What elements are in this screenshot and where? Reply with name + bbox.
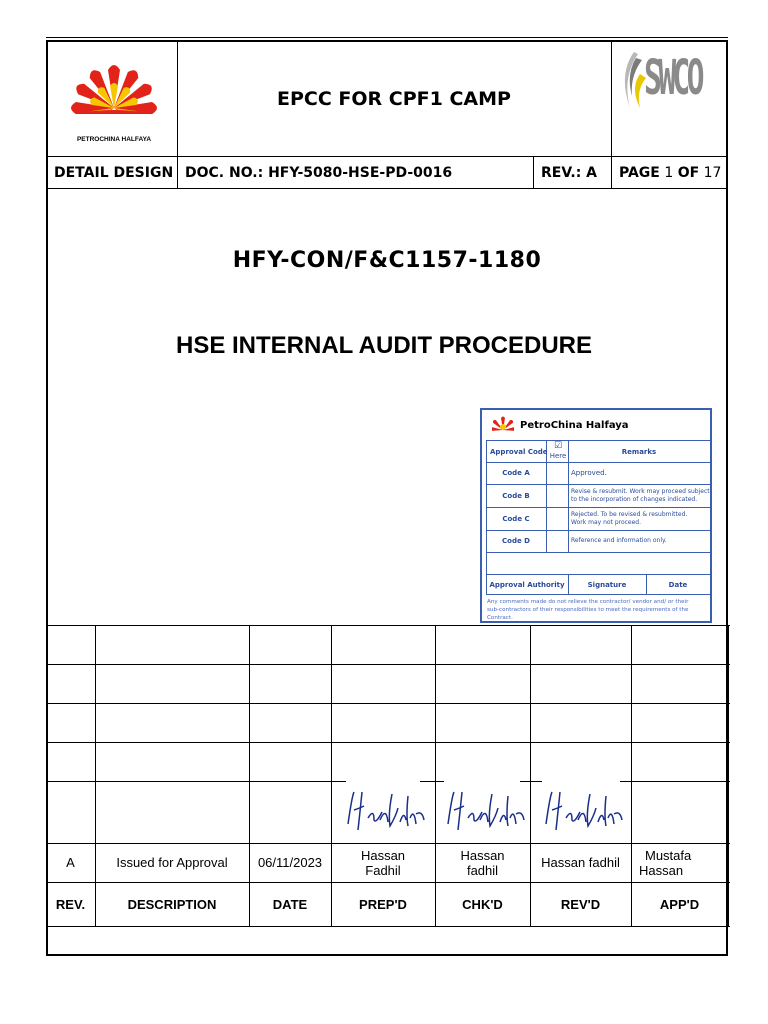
stamp-remark-c-line1: Rejected. To be revised & resubmitted. <box>571 511 688 518</box>
col-header-chkd: CHK'D <box>462 896 503 912</box>
page-indicator <box>619 158 721 188</box>
swco-logo-text: SWCO <box>644 50 701 106</box>
stamp-remark-b-line2: to the incorporation of changes indicated. <box>571 496 698 503</box>
document-code: HFY-CON/F&C1157-1180 <box>232 248 542 273</box>
row-rev: A <box>66 855 75 870</box>
header-divider <box>611 156 612 188</box>
row-chkd-line1: Hassan <box>460 847 505 863</box>
stamp-note-line1: Any comments made do not relieve the contractor/ vendor and/ or their <box>487 599 689 605</box>
stamp-rule <box>486 530 710 531</box>
stamp-rule <box>486 552 710 553</box>
page-of-label: OF <box>677 165 700 181</box>
stamp-rule <box>486 484 710 485</box>
stamp-rule <box>486 594 710 595</box>
col-header-description: DESCRIPTION <box>127 896 217 912</box>
stamp-col-here: Here <box>549 452 567 460</box>
row-description: Issued for Approval <box>116 855 228 870</box>
row-prepd <box>331 843 435 882</box>
table-rule <box>46 742 730 743</box>
table-rule <box>46 781 346 782</box>
stamp-authority: Approval Authority <box>489 581 565 589</box>
row-revd: Hassan fadhil <box>541 855 620 870</box>
checkbox-icon: ☑ <box>553 441 563 451</box>
doc-number: DOC. NO.: HFY-5080-HSE-PD-0016 <box>185 165 453 181</box>
petrochina-logo-text: PETROCHINA HALFAYA <box>76 136 152 143</box>
page-number: 1 <box>664 165 674 181</box>
stamp-note-line2: sub-contractors of their responsibilities to meet the requirements of the <box>487 607 689 613</box>
stamp-code-b: Code B <box>502 492 530 500</box>
stamp-rule <box>486 462 710 463</box>
table-rule <box>420 781 444 782</box>
stamp-company: PetroChina Halfaya <box>520 420 629 431</box>
col-header-rev: REV. <box>55 896 86 912</box>
table-rule <box>46 703 730 704</box>
table-rule <box>620 781 730 782</box>
header-divider <box>533 156 534 188</box>
signature-chkd <box>444 786 526 840</box>
document-title: HSE INTERNAL AUDIT PROCEDURE <box>175 332 593 359</box>
frame-top-rule <box>46 37 728 38</box>
stamp-remark-a: Approved. <box>571 469 607 477</box>
stamp-signature: Signature <box>587 581 627 589</box>
detail-design-label: DETAIL DESIGN <box>54 165 174 181</box>
stamp-rule <box>486 574 710 575</box>
petrochina-logo <box>68 52 160 150</box>
stamp-code-c: Code C <box>502 515 530 523</box>
col-header-date: DATE <box>272 896 308 912</box>
header-rule <box>46 156 728 157</box>
page-total: 17 <box>703 165 722 181</box>
approval-stamp <box>480 408 712 623</box>
row-appd <box>631 843 728 882</box>
col-header-revd: REV'D <box>560 896 601 912</box>
petrochina-sun-icon <box>68 52 160 136</box>
row-date: 06/11/2023 <box>257 855 323 870</box>
row-appd-line2: Hassan <box>639 862 684 878</box>
table-rule <box>46 625 730 626</box>
col-header-prepd: PREP'D <box>359 896 407 912</box>
stamp-code-d: Code D <box>502 537 530 545</box>
row-chkd <box>435 843 530 882</box>
stamp-remark-b-line1: Revise & resubmit. Work may proceed subject <box>571 488 710 495</box>
header-rule <box>46 188 728 189</box>
stamp-col-remarks: Remarks <box>621 448 657 456</box>
petrochina-stamp-icon <box>492 415 514 435</box>
revision-label: REV.: A <box>541 165 597 181</box>
stamp-code-a: Code A <box>502 469 530 477</box>
signature-revd <box>542 786 624 840</box>
row-prepd-line2: Fadhil <box>365 862 401 878</box>
project-title: EPCC FOR CPF1 CAMP <box>277 88 511 110</box>
page-label: PAGE <box>619 165 660 181</box>
header-divider <box>611 42 612 156</box>
col-header-appd: APP'D <box>659 896 700 912</box>
stamp-note-line3: Contract. <box>487 615 513 621</box>
swco-logo <box>616 44 724 114</box>
table-rule <box>46 926 730 927</box>
row-appd-line1: Mustafa <box>645 847 692 863</box>
stamp-rule <box>710 440 711 594</box>
row-chkd-line2: fadhil <box>466 862 499 878</box>
stamp-date: Date <box>668 581 688 589</box>
stamp-rule <box>568 440 569 552</box>
stamp-rule <box>486 440 710 441</box>
stamp-remark-d: Reference and information only. <box>571 537 667 544</box>
stamp-col-code: Approval Code <box>490 448 548 456</box>
table-rule <box>520 781 542 782</box>
header-divider <box>177 156 178 188</box>
stamp-rule <box>546 440 547 552</box>
row-prepd-line1: Hassan <box>360 847 406 863</box>
stamp-rule <box>486 507 710 508</box>
stamp-remark-c-line2: Work may not proceed. <box>571 519 642 526</box>
signature-prepd <box>344 786 426 840</box>
table-rule <box>46 664 730 665</box>
table-divider <box>728 625 729 926</box>
